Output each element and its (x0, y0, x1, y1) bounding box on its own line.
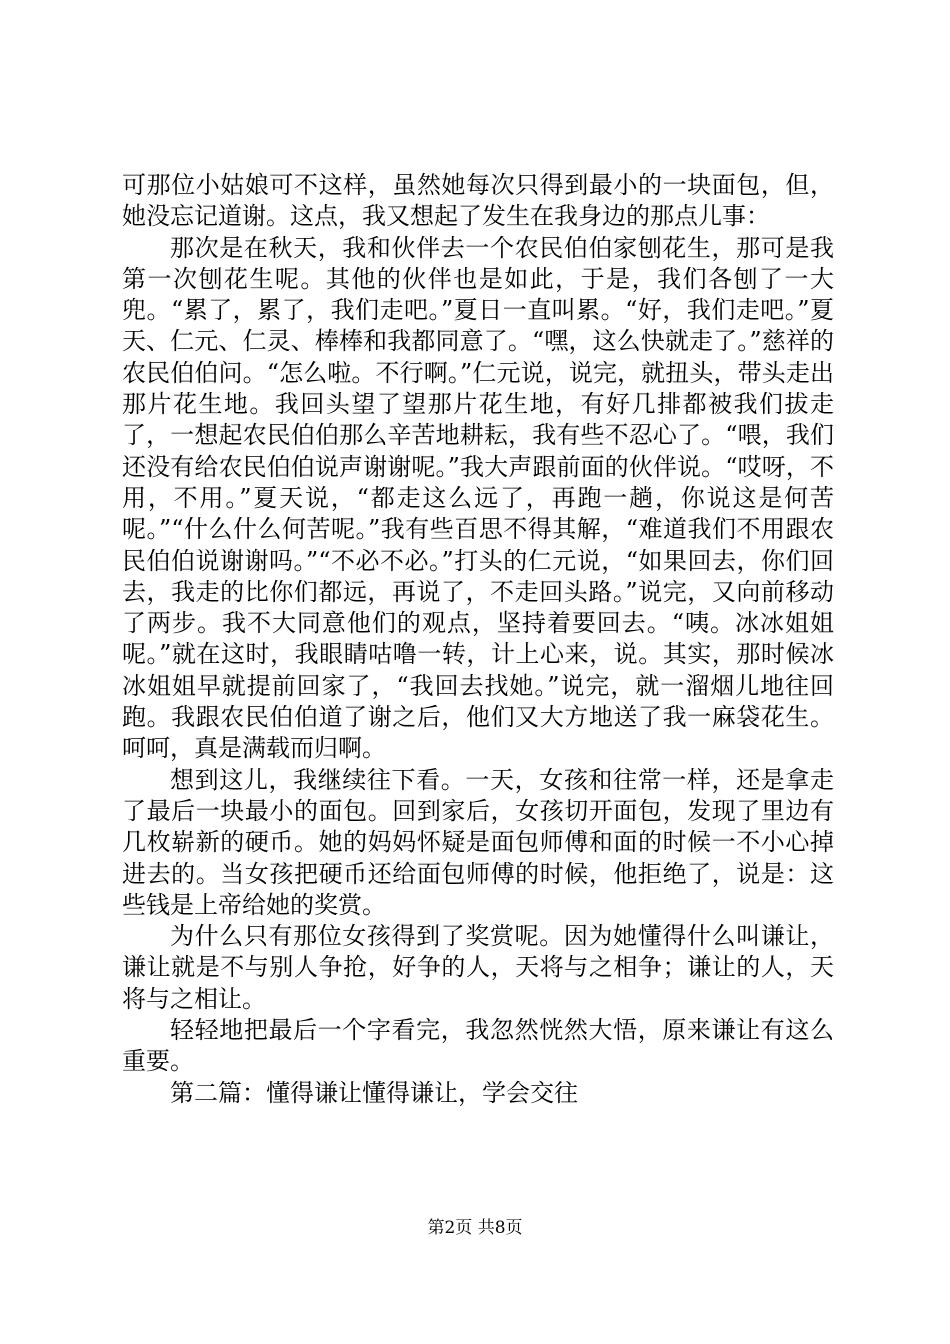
paragraph-coins: 想到这儿，我继续往下看。一天，女孩和往常一样，还是拿走了最后一块最小的面包。回到家后，女孩切开面包，发现了里边有几枚崭新的硬币。她的妈妈怀疑是面包师傅和面的时候一不小心掉进去的。当女孩把硬币还给面包师傅的时候，他拒绝了，说是：这些钱是上帝给她的奖赏。 (122, 765, 834, 919)
paragraph-realization: 轻轻地把最后一个字看完，我忽然恍然大悟，原来谦让有这么重要。 (122, 1016, 834, 1076)
page-number-footer: 第2页 共8页 (427, 1218, 523, 1238)
paragraph-reward-reason: 为什么只有那位女孩得到了奖赏呢。因为她懂得什么叫谦让，谦让就是不与别人争抢，好争的人，天将与之相争；谦让的人，天将与之相让。 (122, 922, 834, 1013)
paragraph-peanut-story: 那次是在秋天，我和伙伴去一个农民伯伯家刨花生，那可是我第一次刨花生呢。其他的伙伴也是如此，于是，我们各刨了一大兜。“累了，累了，我们走吧。”夏日一直叫累。“好，我们走吧。”夏天、仁元、仁灵、棒棒和我都同意了。“嘿，这么快就走了。”慈祥的农民伯伯问。“怎么啦。不行啊。”仁元说，说完，就扭头，带头走出那片花生地。我回头望了望那片花生地，有好几排都被我们拔走了，一想起农民伯伯那么辛苦地耕耘，我有些不忍心了。“喂，我们还没有给农民伯伯说声谢谢呢。”我大声跟前面的伙伴说。“哎呀，不用，不用。”夏天说，“都走这么远了，再跑一趟，你说这是何苦呢。”“什么什么何苦呢。”我有些百思不得其解，“难道我们不用跟农民伯伯说谢谢吗。”“不必不必。”打头的仁元说，“如果回去，你们回去，我走的比你们都远，再说了，不走回头路。”说完，又向前移动了两步。我不大同意他们的观点，坚持着要回去。“咦。冰冰姐姐呢。”就在这时，我眼睛咕噜一转，计上心来，说。其实，那时候冰冰姐姐早就提前回家了，“我回去找她。”说完，就一溜烟儿地往回跑。我跟农民伯伯道了谢之后，他们又大方地送了我一麻袋花生。呵呵，真是满载而归啊。 (122, 233, 834, 763)
paragraph-continuation: 可那位小姑娘可不这样，虽然她每次只得到最小的一块面包，但，她没忘记道谢。这点，我又想起了发生在我身边的那点儿事： (122, 171, 834, 231)
section-heading: 第二篇：懂得谦让懂得谦让，学会交往 (170, 1078, 578, 1107)
body-text (122, 170, 834, 1109)
